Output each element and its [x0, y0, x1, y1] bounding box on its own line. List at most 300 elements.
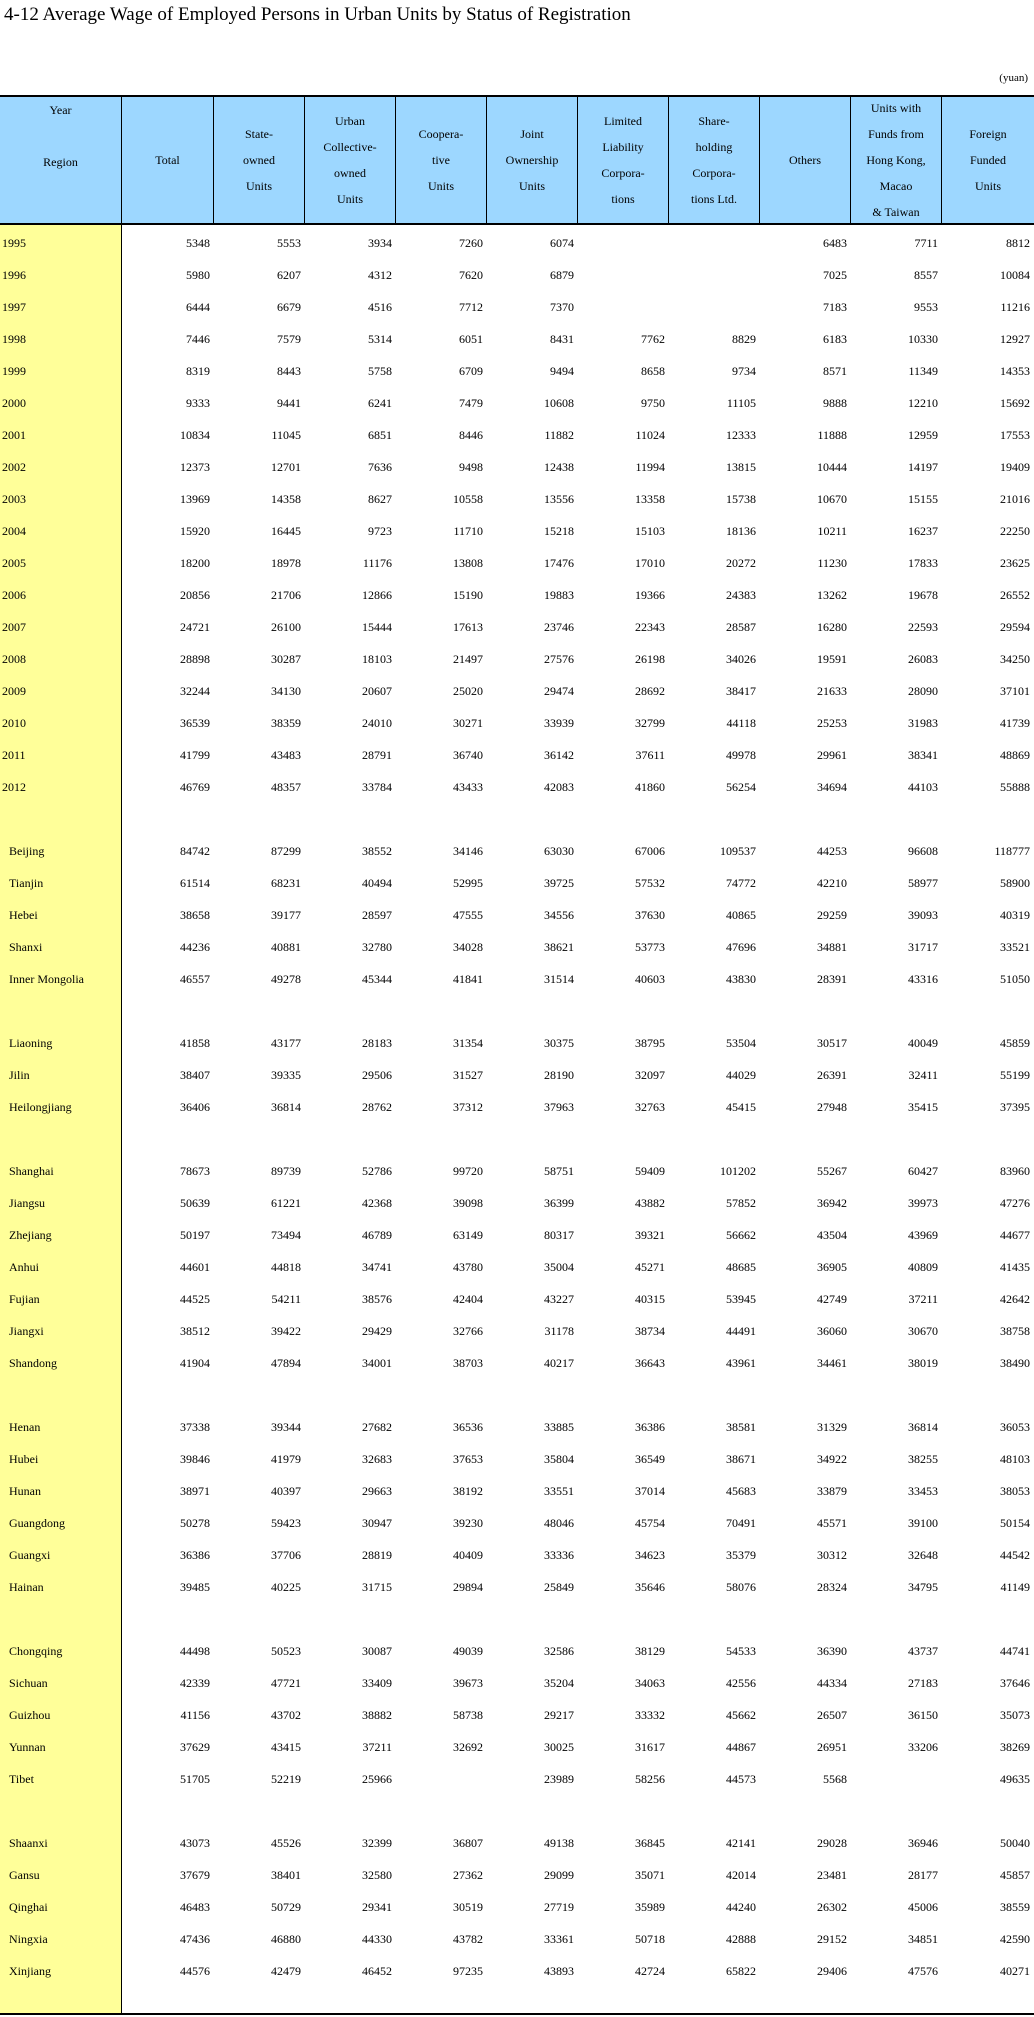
- cell-joint-ownership: 33939: [544, 716, 574, 730]
- header-line: Limited: [604, 114, 642, 128]
- cell-hk-macao-taiwan: 32411: [908, 1068, 938, 1082]
- cell-cooperative: 99720: [453, 1164, 483, 1178]
- cell-cooperative: 29894: [453, 1580, 483, 1594]
- cell-urban-collective-owned: 28791: [362, 748, 392, 762]
- cell-others: 36390: [817, 1644, 847, 1658]
- cell-limited-liability: 43882: [635, 1196, 665, 1210]
- header-line: Total: [155, 153, 180, 167]
- cell-urban-collective-owned: 37211: [362, 1740, 392, 1754]
- cell-total: 44236: [180, 940, 210, 954]
- cell-joint-ownership: 19883: [544, 588, 574, 602]
- table-row: [0, 1571, 1034, 1603]
- cell-cooperative: 21497: [453, 652, 483, 666]
- table-row: [0, 1411, 1034, 1443]
- header-line: Units: [974, 179, 1001, 193]
- cell-shareholding: 45683: [726, 1484, 756, 1498]
- cell-limited-liability: 50718: [635, 1932, 665, 1946]
- cell-shareholding: 8829: [732, 332, 756, 346]
- cell-cooperative: 7260: [459, 236, 483, 250]
- table-row: [0, 1667, 1034, 1699]
- table-row: [0, 1731, 1034, 1763]
- cell-foreign-funded: 51050: [1000, 972, 1030, 986]
- cell-foreign-funded: 48103: [1000, 1452, 1030, 1466]
- cell-limited-liability: 35071: [635, 1868, 665, 1882]
- cell-shareholding: 28587: [726, 620, 756, 634]
- table-row: [0, 1091, 1034, 1123]
- cell-hk-macao-taiwan: 45006: [908, 1900, 938, 1914]
- cell-foreign-funded: 37395: [1000, 1100, 1030, 1114]
- cell-state-owned: 8443: [277, 364, 301, 378]
- cell-foreign-funded: 23625: [1000, 556, 1030, 570]
- cell-shareholding: 13815: [726, 460, 756, 474]
- region-label: Anhui: [9, 1260, 39, 1274]
- header-line: tive: [432, 153, 450, 167]
- cell-total: 13969: [180, 492, 210, 506]
- region-label: Shaanxi: [9, 1836, 48, 1850]
- cell-hk-macao-taiwan: 43969: [908, 1228, 938, 1242]
- region-label: Jiangsu: [9, 1196, 45, 1210]
- table-row: [0, 387, 1034, 419]
- cell-shareholding: 40865: [726, 908, 756, 922]
- cell-joint-ownership: 37963: [544, 1100, 574, 1114]
- cell-cooperative: 34146: [453, 844, 483, 858]
- cell-others: 6483: [823, 236, 847, 250]
- header-line: Joint: [520, 127, 544, 141]
- cell-cooperative: 27362: [453, 1868, 483, 1882]
- cell-foreign-funded: 11216: [1000, 300, 1030, 314]
- cell-others: 31329: [817, 1420, 847, 1434]
- cell-joint-ownership: 30375: [544, 1036, 574, 1050]
- cell-limited-liability: 36386: [635, 1420, 665, 1434]
- year-label: 1996: [2, 268, 26, 282]
- table-title: 4-12 Average Wage of Employed Persons in Urban Units by Status of Registration: [4, 4, 631, 25]
- region-label: Tibet: [9, 1772, 34, 1786]
- header-line: & Taiwan: [872, 205, 920, 219]
- year-label: 2009: [2, 684, 26, 698]
- table-row: [0, 1187, 1034, 1219]
- header-line: Collective-: [323, 140, 377, 154]
- cell-joint-ownership: 17476: [544, 556, 574, 570]
- cell-limited-liability: 53773: [635, 940, 665, 954]
- cell-state-owned: 26100: [271, 620, 301, 634]
- header-line: Units: [427, 179, 454, 193]
- cell-state-owned: 43702: [271, 1708, 301, 1722]
- header-line: Units: [518, 179, 545, 193]
- header-total: [122, 97, 214, 223]
- table-row: [0, 1059, 1034, 1091]
- year-label: 2001: [2, 428, 26, 442]
- cell-cooperative: 30271: [453, 716, 483, 730]
- cell-total: 39485: [180, 1580, 210, 1594]
- header-line: Units: [245, 179, 272, 193]
- cell-hk-macao-taiwan: 39100: [908, 1516, 938, 1530]
- cell-limited-liability: 45754: [635, 1516, 665, 1530]
- cell-state-owned: 59423: [271, 1516, 301, 1530]
- header-line: holding: [695, 140, 733, 154]
- cell-limited-liability: 22343: [635, 620, 665, 634]
- cell-foreign-funded: 40271: [1000, 1964, 1030, 1978]
- cell-limited-liability: 9750: [641, 396, 665, 410]
- cell-state-owned: 39344: [271, 1420, 301, 1434]
- cell-cooperative: 37312: [453, 1100, 483, 1114]
- cell-others: 42210: [817, 876, 847, 890]
- cell-foreign-funded: 35073: [1000, 1708, 1030, 1722]
- table-row: [0, 1955, 1034, 1987]
- cell-limited-liability: 11024: [635, 428, 665, 442]
- cell-urban-collective-owned: 33784: [362, 780, 392, 794]
- cell-cooperative: 40409: [453, 1548, 483, 1562]
- cell-shareholding: 49978: [726, 748, 756, 762]
- cell-cooperative: 11710: [453, 524, 483, 538]
- cell-limited-liability: 67006: [635, 844, 665, 858]
- cell-state-owned: 11045: [271, 428, 301, 442]
- cell-joint-ownership: 80317: [544, 1228, 574, 1242]
- cell-state-owned: 6207: [277, 268, 301, 282]
- cell-hk-macao-taiwan: 58977: [908, 876, 938, 890]
- table-row: [0, 355, 1034, 387]
- cell-limited-liability: 26198: [635, 652, 665, 666]
- cell-joint-ownership: 38621: [544, 940, 574, 954]
- cell-state-owned: 68231: [271, 876, 301, 890]
- table-row: [0, 899, 1034, 931]
- cell-hk-macao-taiwan: 39093: [908, 908, 938, 922]
- cell-foreign-funded: 26552: [1000, 588, 1030, 602]
- cell-state-owned: 43177: [271, 1036, 301, 1050]
- cell-state-owned: 87299: [271, 844, 301, 858]
- cell-state-owned: 43483: [271, 748, 301, 762]
- cell-limited-liability: 32763: [635, 1100, 665, 1114]
- cell-shareholding: 57852: [726, 1196, 756, 1210]
- cell-state-owned: 5553: [277, 236, 301, 250]
- year-label: 1998: [2, 332, 26, 346]
- cell-shareholding: 44573: [726, 1772, 756, 1786]
- cell-shareholding: 53504: [726, 1036, 756, 1050]
- cell-total: 38971: [180, 1484, 210, 1498]
- year-label: 1997: [2, 300, 26, 314]
- cell-others: 44334: [817, 1676, 847, 1690]
- cell-cooperative: 34028: [453, 940, 483, 954]
- cell-others: 19591: [817, 652, 847, 666]
- cell-total: 39846: [180, 1452, 210, 1466]
- cell-cooperative: 7712: [459, 300, 483, 314]
- cell-others: 45571: [817, 1516, 847, 1530]
- table-row: [0, 1827, 1034, 1859]
- cell-shareholding: 42888: [726, 1932, 756, 1946]
- table-row: [0, 1699, 1034, 1731]
- year-label: 2011: [2, 748, 26, 762]
- cell-limited-liability: 34623: [635, 1548, 665, 1562]
- table-row: [0, 1635, 1034, 1667]
- cell-shareholding: 43830: [726, 972, 756, 986]
- cell-shareholding: 18136: [726, 524, 756, 538]
- cell-hk-macao-taiwan: 11349: [908, 364, 938, 378]
- cell-joint-ownership: 27576: [544, 652, 574, 666]
- cell-joint-ownership: 58751: [544, 1164, 574, 1178]
- unit-label: (yuan): [999, 72, 1028, 84]
- cell-limited-liability: 32799: [635, 716, 665, 730]
- table-row: [0, 1283, 1034, 1315]
- cell-urban-collective-owned: 40494: [362, 876, 392, 890]
- year-label: 2000: [2, 396, 26, 410]
- cell-total: 36406: [180, 1100, 210, 1114]
- cell-cooperative: 7479: [459, 396, 483, 410]
- cell-shareholding: 65822: [726, 1964, 756, 1978]
- header-line: Units with: [870, 101, 922, 115]
- cell-limited-liability: 41860: [635, 780, 665, 794]
- cell-foreign-funded: 50040: [1000, 1836, 1030, 1850]
- cell-shareholding: 53945: [726, 1292, 756, 1306]
- region-label: Sichuan: [9, 1676, 48, 1690]
- cell-hk-macao-taiwan: 8557: [914, 268, 938, 282]
- header-line: Others: [789, 153, 821, 167]
- cell-limited-liability: 31617: [635, 1740, 665, 1754]
- cell-joint-ownership: 63030: [544, 844, 574, 858]
- cell-urban-collective-owned: 15444: [362, 620, 392, 634]
- cell-cooperative: 8446: [459, 428, 483, 442]
- header-foreign-funded: [942, 97, 1034, 223]
- table-row: [0, 1219, 1034, 1251]
- cell-cooperative: 43780: [453, 1260, 483, 1274]
- cell-limited-liability: 59409: [635, 1164, 665, 1178]
- cell-joint-ownership: 33336: [544, 1548, 574, 1562]
- cell-urban-collective-owned: 32683: [362, 1452, 392, 1466]
- year-label: 2006: [2, 588, 26, 602]
- cell-others: 26951: [817, 1740, 847, 1754]
- table-body: [0, 225, 1034, 2017]
- cell-limited-liability: 8658: [641, 364, 665, 378]
- cell-limited-liability: 33332: [635, 1708, 665, 1722]
- table-row: [0, 1539, 1034, 1571]
- cell-joint-ownership: 36142: [544, 748, 574, 762]
- cell-total: 46483: [180, 1900, 210, 1914]
- cell-foreign-funded: 34250: [1000, 652, 1030, 666]
- cell-hk-macao-taiwan: 40049: [908, 1036, 938, 1050]
- cell-cooperative: 63149: [453, 1228, 483, 1242]
- cell-total: 41799: [180, 748, 210, 762]
- cell-hk-macao-taiwan: 27183: [908, 1676, 938, 1690]
- cell-foreign-funded: 118777: [994, 844, 1030, 858]
- cell-others: 21633: [817, 684, 847, 698]
- cell-limited-liability: 42724: [635, 1964, 665, 1978]
- cell-foreign-funded: 41149: [1000, 1580, 1030, 1594]
- cell-limited-liability: 37611: [635, 748, 665, 762]
- cell-state-owned: 16445: [271, 524, 301, 538]
- cell-joint-ownership: 32586: [544, 1644, 574, 1658]
- region-label: Shandong: [9, 1356, 57, 1370]
- cell-joint-ownership: 15218: [544, 524, 574, 538]
- cell-joint-ownership: 34556: [544, 908, 574, 922]
- cell-hk-macao-taiwan: 37211: [908, 1292, 938, 1306]
- cell-urban-collective-owned: 18103: [362, 652, 392, 666]
- table-row: [0, 1347, 1034, 1379]
- cell-foreign-funded: 45859: [1000, 1036, 1030, 1050]
- cell-shareholding: 44029: [726, 1068, 756, 1082]
- header-line: tions: [611, 192, 635, 206]
- year-label: 2010: [2, 716, 26, 730]
- cell-shareholding: 15738: [726, 492, 756, 506]
- cell-total: 7446: [186, 332, 210, 346]
- cell-foreign-funded: 17553: [1000, 428, 1030, 442]
- cell-limited-liability: 40603: [635, 972, 665, 986]
- cell-joint-ownership: 33885: [544, 1420, 574, 1434]
- cell-cooperative: 25020: [453, 684, 483, 698]
- cell-hk-macao-taiwan: 34851: [908, 1932, 938, 1946]
- header-shareholding: [669, 97, 760, 223]
- cell-limited-liability: 39321: [635, 1228, 665, 1242]
- cell-total: 50278: [180, 1516, 210, 1530]
- cell-foreign-funded: 38758: [1000, 1324, 1030, 1338]
- cell-hk-macao-taiwan: 9553: [914, 300, 938, 314]
- cell-joint-ownership: 35804: [544, 1452, 574, 1466]
- cell-total: 50197: [180, 1228, 210, 1242]
- cell-state-owned: 41979: [271, 1452, 301, 1466]
- cell-urban-collective-owned: 38552: [362, 844, 392, 858]
- header-hk-macao-taiwan: [851, 97, 942, 223]
- cell-cooperative: 43433: [453, 780, 483, 794]
- region-label: Qinghai: [9, 1900, 48, 1914]
- cell-urban-collective-owned: 52786: [362, 1164, 392, 1178]
- cell-cooperative: 41841: [453, 972, 483, 986]
- cell-joint-ownership: 30025: [544, 1740, 574, 1754]
- cell-others: 36905: [817, 1260, 847, 1274]
- cell-foreign-funded: 22250: [1000, 524, 1030, 538]
- cell-joint-ownership: 40217: [544, 1356, 574, 1370]
- header-line: Urban: [335, 114, 365, 128]
- cell-joint-ownership: 36399: [544, 1196, 574, 1210]
- header-limited-liability: [578, 97, 669, 223]
- cell-foreign-funded: 8812: [1006, 236, 1030, 250]
- cell-urban-collective-owned: 6851: [368, 428, 392, 442]
- cell-others: 29028: [817, 1836, 847, 1850]
- cell-joint-ownership: 33361: [544, 1932, 574, 1946]
- cell-total: 84742: [180, 844, 210, 858]
- region-label: Hubei: [9, 1452, 39, 1466]
- cell-hk-macao-taiwan: 36814: [908, 1420, 938, 1434]
- cell-urban-collective-owned: 4312: [368, 268, 392, 282]
- cell-shareholding: 11105: [726, 396, 756, 410]
- cell-hk-macao-taiwan: 17833: [908, 556, 938, 570]
- cell-hk-macao-taiwan: 12210: [908, 396, 938, 410]
- table-row: [0, 931, 1034, 963]
- cell-limited-liability: 35989: [635, 1900, 665, 1914]
- cell-others: 27948: [817, 1100, 847, 1114]
- table-bottom-rule: [0, 2013, 1034, 2015]
- header-year-region: [0, 97, 122, 223]
- cell-hk-macao-taiwan: 10330: [908, 332, 938, 346]
- cell-others: 7025: [823, 268, 847, 282]
- cell-urban-collective-owned: 44330: [362, 1932, 392, 1946]
- cell-foreign-funded: 10084: [1000, 268, 1030, 282]
- cell-joint-ownership: 43893: [544, 1964, 574, 1978]
- cell-shareholding: 12333: [726, 428, 756, 442]
- cell-shareholding: 56254: [726, 780, 756, 794]
- region-label: Fujian: [9, 1292, 40, 1306]
- cell-cooperative: 13808: [453, 556, 483, 570]
- cell-urban-collective-owned: 46789: [362, 1228, 392, 1242]
- cell-total: 24721: [180, 620, 210, 634]
- header-region-label: Region: [43, 155, 78, 169]
- cell-total: 9333: [186, 396, 210, 410]
- cell-urban-collective-owned: 32399: [362, 1836, 392, 1850]
- cell-total: 20856: [180, 588, 210, 602]
- cell-foreign-funded: 47276: [1000, 1196, 1030, 1210]
- cell-total: 44498: [180, 1644, 210, 1658]
- cell-shareholding: 24383: [726, 588, 756, 602]
- cell-urban-collective-owned: 9723: [368, 524, 392, 538]
- cell-hk-macao-taiwan: 36946: [908, 1836, 938, 1850]
- table-row: [0, 1507, 1034, 1539]
- year-label: 1995: [2, 236, 26, 250]
- cell-urban-collective-owned: 5758: [368, 364, 392, 378]
- header-joint-ownership: [487, 97, 578, 223]
- cell-others: 29152: [817, 1932, 847, 1946]
- cell-joint-ownership: 31178: [544, 1324, 574, 1338]
- cell-limited-liability: 13358: [635, 492, 665, 506]
- cell-hk-macao-taiwan: 15155: [908, 492, 938, 506]
- cell-others: 44253: [817, 844, 847, 858]
- cell-others: 10211: [817, 524, 847, 538]
- cell-hk-macao-taiwan: 26083: [908, 652, 938, 666]
- cell-total: 10834: [180, 428, 210, 442]
- cell-shareholding: 56662: [726, 1228, 756, 1242]
- cell-others: 26302: [817, 1900, 847, 1914]
- cell-limited-liability: 37630: [635, 908, 665, 922]
- cell-hk-macao-taiwan: 19678: [908, 588, 938, 602]
- cell-urban-collective-owned: 32580: [362, 1868, 392, 1882]
- region-label: Guangxi: [9, 1548, 51, 1562]
- cell-joint-ownership: 6074: [550, 236, 574, 250]
- cell-shareholding: 45415: [726, 1100, 756, 1114]
- cell-limited-liability: 28692: [635, 684, 665, 698]
- header-line: Coopera-: [418, 127, 464, 141]
- cell-cooperative: 47555: [453, 908, 483, 922]
- cell-shareholding: 38417: [726, 684, 756, 698]
- cell-hk-macao-taiwan: 7711: [914, 236, 938, 250]
- cell-others: 34922: [817, 1452, 847, 1466]
- cell-urban-collective-owned: 30087: [362, 1644, 392, 1658]
- cell-urban-collective-owned: 25966: [362, 1772, 392, 1786]
- cell-state-owned: 45526: [271, 1836, 301, 1850]
- cell-total: 6444: [186, 300, 210, 314]
- cell-cooperative: 36807: [453, 1836, 483, 1850]
- cell-limited-liability: 32097: [635, 1068, 665, 1082]
- cell-joint-ownership: 23746: [544, 620, 574, 634]
- cell-limited-liability: 38795: [635, 1036, 665, 1050]
- header-line: owned: [243, 153, 275, 167]
- cell-foreign-funded: 55199: [1000, 1068, 1030, 1082]
- cell-shareholding: 38671: [726, 1452, 756, 1466]
- header-others: [760, 97, 851, 223]
- region-label: Hainan: [9, 1580, 44, 1594]
- cell-joint-ownership: 12438: [544, 460, 574, 474]
- cell-joint-ownership: 42083: [544, 780, 574, 794]
- cell-urban-collective-owned: 42368: [362, 1196, 392, 1210]
- cell-state-owned: 39335: [271, 1068, 301, 1082]
- table-row: [0, 579, 1034, 611]
- cell-cooperative: 36740: [453, 748, 483, 762]
- cell-urban-collective-owned: 28597: [362, 908, 392, 922]
- cell-cooperative: 39098: [453, 1196, 483, 1210]
- cell-hk-macao-taiwan: 12959: [908, 428, 938, 442]
- cell-cooperative: 58738: [453, 1708, 483, 1722]
- cell-total: 38658: [180, 908, 210, 922]
- cell-others: 25253: [817, 716, 847, 730]
- cell-shareholding: 74772: [726, 876, 756, 890]
- region-label: Ningxia: [9, 1932, 48, 1946]
- cell-limited-liability: 17010: [635, 556, 665, 570]
- cell-state-owned: 47721: [271, 1676, 301, 1690]
- cell-total: 41858: [180, 1036, 210, 1050]
